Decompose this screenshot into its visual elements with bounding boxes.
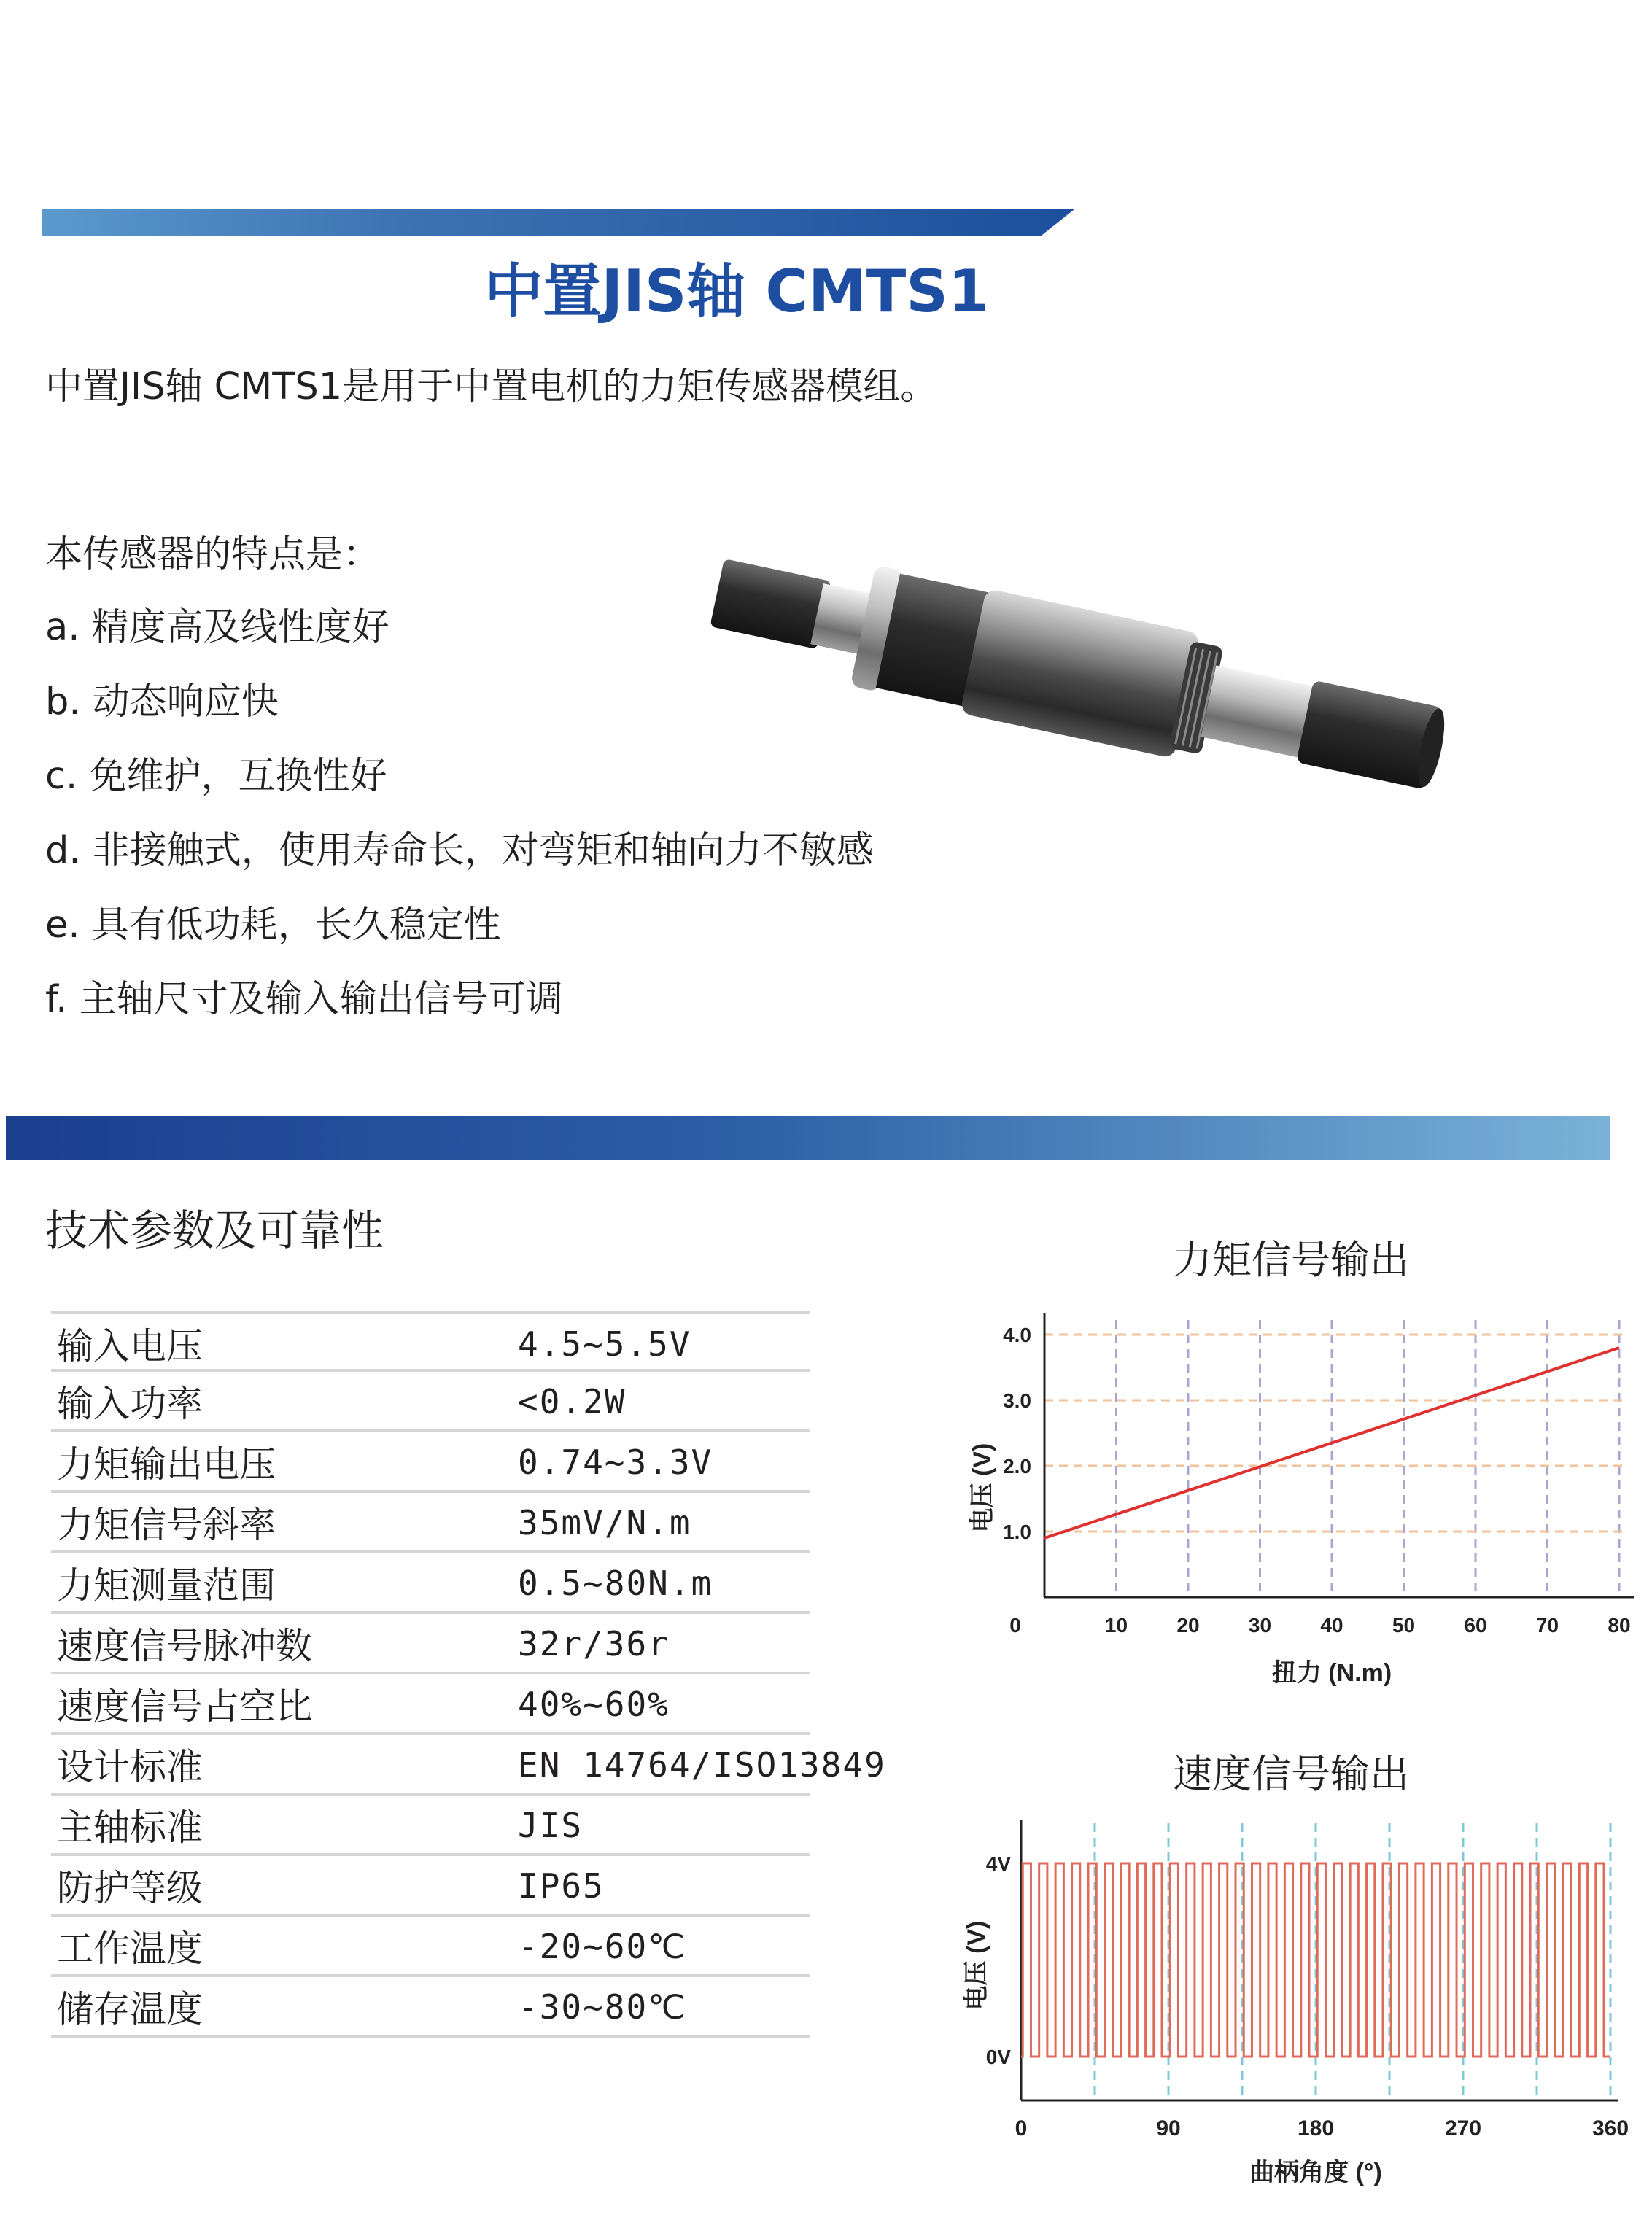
y-tick-label: 0V — [985, 2046, 1011, 2068]
y-tick-label: 4V — [985, 1852, 1011, 1875]
speed-chart-title: 速度信号输出 — [1173, 1751, 1409, 1797]
spec-label: 力矩输出电压 — [57, 1443, 276, 1486]
y-axis-label: 电压 (V) — [963, 1920, 990, 2011]
spec-value: -20~60℃ — [518, 1927, 687, 1966]
spec-label: 主轴标准 — [57, 1806, 203, 1849]
spec-value: 35mV/N.m — [518, 1503, 691, 1542]
spec-value: 0.74~3.3V — [518, 1443, 713, 1482]
features-heading: 本传感器的特点是： — [45, 533, 381, 576]
x-tick-label: 270 — [1444, 2116, 1482, 2140]
feature-item: d. 非接触式，使用寿命长，对弯矩和轴向力不敏感 — [45, 829, 874, 872]
feature-item: b. 动态响应快 — [45, 680, 279, 723]
top-banner-bar — [42, 209, 1074, 236]
torque-sensor-product-image — [700, 554, 1488, 802]
spec-value: 4.5~5.5V — [518, 1324, 691, 1364]
spec-label: 速度信号脉冲数 — [57, 1625, 312, 1667]
y-axis-label: 电压 (V) — [969, 1443, 996, 1533]
x-tick-label: 0 — [1009, 1614, 1021, 1637]
torque-voltage-line — [1044, 1348, 1619, 1538]
spec-row — [51, 1977, 810, 2038]
spec-value: <0.2W — [518, 1382, 627, 1421]
spec-label: 工作温度 — [57, 1928, 203, 1970]
feature-item: e. 具有低功耗，长久稳定性 — [45, 904, 501, 947]
spec-label: 输入电压 — [57, 1325, 203, 1367]
spec-row — [51, 1796, 810, 1856]
page-title: 中置JIS轴 CMTS1 — [484, 257, 989, 325]
x-tick-label: 70 — [1535, 1614, 1559, 1637]
spec-label: 防护等级 — [57, 1867, 203, 1909]
spec-value: 40%~60% — [518, 1685, 670, 1724]
spec-value: -30~80℃ — [518, 1987, 687, 2027]
spec-label: 力矩测量范围 — [57, 1564, 276, 1607]
x-tick-label: 10 — [1104, 1614, 1128, 1637]
spec-value: IP65 — [518, 1866, 605, 1906]
spec-row — [51, 1432, 810, 1493]
x-tick-label: 0 — [1015, 2116, 1028, 2140]
feature-item: c. 免维护，互换性好 — [45, 755, 387, 798]
spec-label: 设计标准 — [57, 1746, 203, 1788]
sensor-body — [960, 589, 1201, 759]
spec-row — [51, 1311, 810, 1372]
spec-label: 速度信号占空比 — [57, 1685, 312, 1728]
spec-row — [51, 1917, 810, 1977]
spec-label: 力矩信号斜率 — [57, 1504, 276, 1546]
x-tick-label: 30 — [1248, 1614, 1272, 1637]
spec-row — [51, 1553, 810, 1614]
spec-row — [51, 1674, 810, 1735]
spec-row — [51, 1735, 886, 1796]
torque-signal-chart — [948, 1305, 1641, 1714]
spec-value: JIS — [518, 1806, 583, 1845]
y-tick-label: 3.0 — [1003, 1389, 1031, 1412]
x-tick-label: 60 — [1464, 1614, 1487, 1637]
y-tick-label: 4.0 — [1003, 1324, 1031, 1346]
spec-value: EN 14764/ISO13849 — [518, 1745, 886, 1785]
spec-row — [51, 1614, 810, 1674]
x-axis-label: 曲柄角度 (°) — [1249, 2159, 1382, 2186]
spec-label: 输入功率 — [57, 1383, 203, 1425]
intro-text: 中置JIS轴 CMTS1是用于中置电机的力矩传感器模组。 — [45, 365, 938, 408]
x-tick-label: 180 — [1297, 2116, 1335, 2140]
feature-item: a. 精度高及线性度好 — [45, 606, 389, 649]
x-tick-label: 40 — [1320, 1614, 1343, 1637]
feature-item: f. 主轴尺寸及输入输出信号可调 — [45, 978, 563, 1021]
spec-value: 32r/36r — [518, 1624, 670, 1664]
x-tick-label: 20 — [1176, 1614, 1200, 1637]
section-banner-bar — [6, 1116, 1610, 1160]
spec-row — [51, 1372, 810, 1432]
x-tick-label: 90 — [1156, 2116, 1181, 2140]
speed-signal-chart — [948, 1809, 1641, 2202]
y-tick-label: 2.0 — [1003, 1455, 1031, 1478]
x-tick-label: 80 — [1608, 1614, 1631, 1637]
specs-heading: 技术参数及可靠性 — [45, 1206, 384, 1255]
x-axis-label: 扭力 (N.m) — [1271, 1659, 1392, 1687]
spec-row — [51, 1856, 810, 1917]
x-tick-label: 50 — [1392, 1614, 1416, 1637]
y-tick-label: 1.0 — [1003, 1521, 1031, 1543]
spec-label: 储存温度 — [57, 1988, 203, 2030]
x-tick-label: 360 — [1591, 2116, 1629, 2140]
spec-value: 0.5~80N.m — [518, 1564, 713, 1603]
spec-row — [51, 1493, 810, 1553]
torque-chart-title: 力矩信号输出 — [1173, 1237, 1409, 1283]
spec-table — [51, 1311, 886, 2038]
